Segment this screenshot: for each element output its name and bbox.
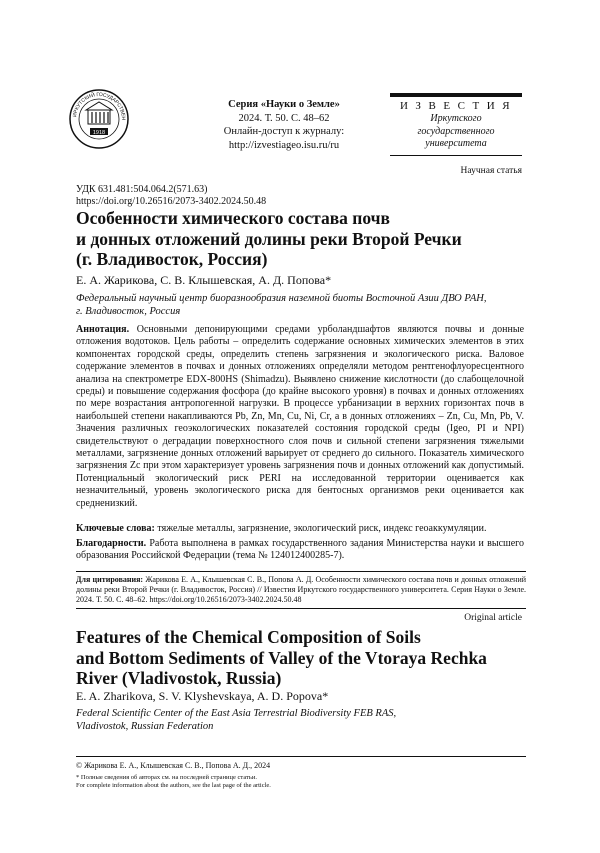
series-info bbox=[200, 98, 368, 152]
abstract-text: Основными депонирующими средами урболандшафтов являются почвы и донные отложения водотоков. Цель работы – определить содержание основных химических элементов в этих компонентах городской среды, определить степень загрязнения и экологического риска. Валовое содержание элементов в почвах и донных отложениях определяли методом рентгенофлуоресцентного анализа на спектрометре EDX-800HS (Shimadzu). Выявлено снижение кислотности (до слабощелочной среды) и повышение содержания фосфора (до крайне высокого уровня) в почвах и донных отложениях по мере возрастания антропогенной нагрузки. В процессе урбанизации в верхних горизонтах почв в наибольшей степени накапливаются Pb, Zn, Mn, Cu, Ni, Cr, а в донных отложениях – Zn, Cu, Mn, Pb, V. Значения различных геоэкологических показателей состояния городской среды (Igeo, PI и NPI) свидетельствуют о деградации поверхностного слоя почв и сильной степени загрязнения тяжелыми металлами, загрязнение донных отложений варьирует от среднего до сильного. Показатель химического загрязнения Zc при этом характеризует уровень загрязнения почв и донных отложений как допустимый. Потенциальный экологический риск PERI на исследованной территории оценивается как незначительный, уровень экологического риска для бентосных организмов реки оценивается как средненизкий. bbox=[76, 324, 525, 509]
citation-block bbox=[76, 571, 526, 609]
citation-text: Жарикова Е. А., Клышевская С. В., Попова А. Д. Особенности химического состава почв и донных отложений долины реки Второй Речки (г. Владивосток, Россия) // Известия Иркутского государственного университета. Серия Науки о Земле. 2024. Т. 50. С. 48–62. https://doi.org/10.26516/2073-3402.2024.50.48 bbox=[76, 575, 527, 604]
title-en-line: River (Vladivostok, Russia) bbox=[76, 668, 282, 688]
series-issue: 2024. Т. 50. С. 48–62 bbox=[238, 112, 330, 124]
brand-line-3: государственного bbox=[417, 125, 495, 137]
article-type-ru: Научная статья bbox=[460, 166, 522, 176]
footnote-en: For complete information about the authors, see the last page of the article. bbox=[76, 782, 271, 789]
udk-doi-block bbox=[76, 184, 266, 208]
title-en-line: and Bottom Sediments of Valley of the Vtoraya Rechka bbox=[76, 647, 487, 668]
abstract-label: Аннотация. bbox=[76, 324, 130, 335]
title-ru bbox=[76, 208, 536, 270]
citation-label: Для цитирования: bbox=[76, 575, 144, 584]
svg-text:ИРКУТСКИЙ ГОСУДАРСТВЕННЫЙ: ИРКУТСКИЙ ГОСУДАРСТВЕН bbox=[72, 91, 127, 121]
brand-line-4: университета bbox=[425, 138, 487, 149]
abstract bbox=[76, 324, 524, 510]
affiliation-ru bbox=[76, 292, 536, 318]
title-en-line: Features of the Chemical Composition of Soils bbox=[76, 627, 421, 647]
title-ru-line: Особенности химического состава почв bbox=[76, 208, 390, 228]
affiliation-en-line: Vladivostok, Russian Federation bbox=[76, 721, 214, 732]
keywords bbox=[76, 523, 524, 535]
acknowledgements-text: Работа выполнена в рамках государственного задания Министерства науки и высшего образования Российской Федерации (тема № 124012400285-7). bbox=[76, 538, 525, 562]
brand-bottom-rule bbox=[390, 155, 522, 156]
footnote-ru: * Полные сведения об авторах см. на последней странице статьи. bbox=[76, 774, 257, 781]
affiliation-ru-line: г. Владивосток, Россия bbox=[76, 306, 181, 317]
series-title: Серия «Науки о Земле» bbox=[228, 99, 340, 110]
copyright-block bbox=[76, 756, 526, 790]
doi-link[interactable]: https://doi.org/10.26516/2073-3402.2024.50.48 bbox=[76, 196, 267, 207]
brand-line-2: Иркутского bbox=[430, 113, 482, 124]
copyright-text: © Жарикова Е. А., Клышевская С. В., Попова А. Д., 2024 bbox=[76, 761, 271, 770]
series-url-link[interactable]: http://izvestiageo.isu.ru/ru bbox=[228, 139, 340, 151]
article-type-en: Original article bbox=[464, 613, 522, 623]
university-seal-logo bbox=[68, 88, 130, 150]
brand-izvestiya: И З В Е С Т И Я bbox=[399, 100, 513, 112]
affiliation-ru-line: Федеральный научный центр биоразнообразия наземной биоты Восточной Азии ДВО РАН, bbox=[76, 293, 487, 304]
series-online-label: Онлайн-доступ к журналу: bbox=[223, 126, 345, 137]
acknowledgements bbox=[76, 538, 524, 563]
affiliation-en bbox=[76, 707, 536, 733]
acknowledgements-label: Благодарности. bbox=[76, 538, 147, 549]
affiliation-en-line: Federal Scientific Center of the East Asia Terrestrial Biodiversity FEB RAS, bbox=[76, 708, 397, 719]
title-en bbox=[76, 627, 546, 689]
udk-code: УДК 631.481:504.064.2(571.63) bbox=[76, 184, 208, 195]
title-ru-line: и донных отложений долины реки Второй Речки bbox=[76, 228, 462, 249]
svg-text:1918: 1918 bbox=[92, 129, 106, 136]
authors-en: E. A. Zharikova, S. V. Klyshevskaya, A. D. Popova* bbox=[76, 689, 329, 703]
keywords-label: Ключевые слова: bbox=[76, 523, 155, 534]
journal-brand bbox=[390, 93, 522, 156]
brand-top-rule bbox=[390, 93, 522, 97]
keywords-text: тяжелые металлы, загрязнение, экологический риск, индекс геоаккумуляции. bbox=[157, 523, 487, 534]
title-ru-line: (г. Владивосток, Россия) bbox=[76, 249, 268, 269]
authors-ru: Е. А. Жарикова, С. В. Клышевская, А. Д. Попова* bbox=[76, 273, 332, 287]
